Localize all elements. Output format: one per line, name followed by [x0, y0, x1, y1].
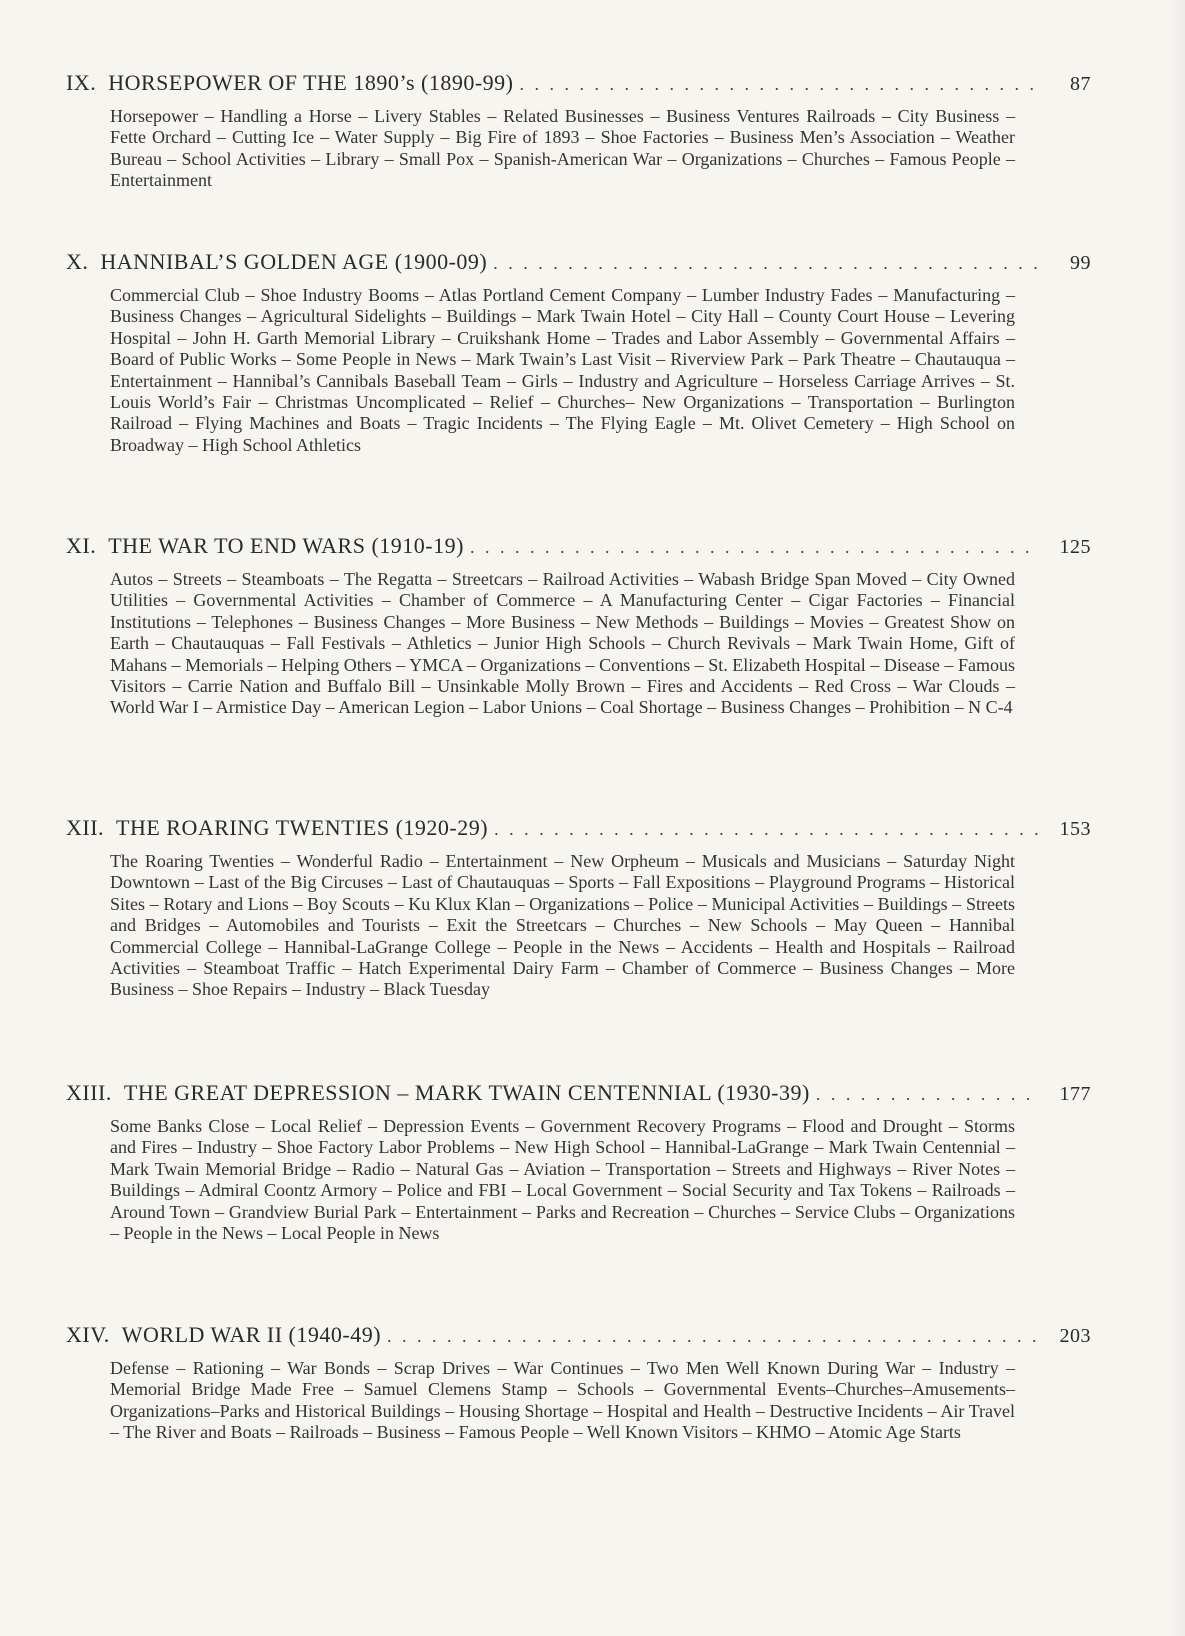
chapter-numeral: XII. [66, 815, 105, 840]
toc-entry-xii [66, 815, 1091, 1001]
chapter-heading [66, 70, 1091, 100]
toc-entry-xi [66, 533, 1091, 719]
page-number: 177 [1059, 1083, 1091, 1105]
page-number: 203 [1059, 1325, 1091, 1347]
toc-entry-xiii [66, 1080, 1091, 1244]
dot-leader [519, 74, 1041, 95]
chapter-title: THE WAR TO END WARS (1910-19) [108, 533, 464, 558]
chapter-numeral: XIII. [66, 1080, 112, 1105]
page-number: 99 [1070, 252, 1091, 274]
chapter-title: WORLD WAR II (1940-49) [121, 1322, 382, 1347]
chapter-title: HANNIBAL’S GOLDEN AGE (1900-09) [100, 249, 488, 274]
chapter-heading [66, 815, 1091, 845]
toc-entry-x [66, 249, 1091, 456]
chapter-title: THE ROARING TWENTIES (1920-29) [116, 815, 489, 840]
page-number: 153 [1059, 818, 1091, 840]
toc-entry-xiv [66, 1322, 1091, 1444]
page-edge [1171, 0, 1185, 1636]
chapter-topics: Some Banks Close – Local Relief – Depression Events – Government Recovery Programs – Flood and Drought – Storms and Fires – Industry – Shoe Factory Labor Problems – New High School – Hannibal-LaGrange – Mark Twain Centennial – Mark Twain Memorial Bridge – Radio – Natural Gas – Aviation – Transportation – Streets and Highways – River Notes – Buildings – Admiral Coontz Armory – Police and FBI – Local Government – Social Security and Tax Tokens – Railroads – Around Town – Grandview Burial Park – Entertainment – Parks and Recreation – Churches – Service Clubs – Organizations – People in the News – Local People in News [110, 1116, 1015, 1244]
chapter-numeral: X. [66, 249, 89, 274]
chapter-topics: Autos – Streets – Steamboats – The Regatta – Streetcars – Railroad Activities – Wabash Bridge Span Moved – City Owned Utilities – Governmental Activities – Chamber of Commerce – A Manufacturing Center – Cigar Factories – Financial Institutions – Telephones – Business Changes – More Business – New Methods – Buildings – Movies – Greatest Show on Earth – Chautauquas – Fall Festivals – Athletics – Junior High Schools – Church Revivals – Mark Twain Home, Gift of Mahans – Memorials – Helping Others – YMCA – Organizations – Conventions – St. Elizabeth Hospital – Disease – Famous Visitors – Carrie Nation and Buffalo Bill – Unsinkable Molly Brown – Fires and Accidents – Red Cross – War Clouds – World War I – Armistice Day – American Legion – Labor Unions – Coal Shortage – Business Changes – Prohibition – N C-4 [110, 569, 1015, 718]
chapter-numeral: XIV. [66, 1322, 110, 1347]
chapter-topics: The Roaring Twenties – Wonderful Radio – Entertainment – New Orpheum – Musicals and Musicians – Saturday Night Downtown – Last of the Big Circuses – Last of Chautauquas – Sports – Fall Expositions – Playground Programs – Historical Sites – Rotary and Lions – Boy Scouts – Ku Klux Klan – Organizations – Police – Municipal Activities – Buildings – Streets and Bridges – Automobiles and Tourists – Exit the Streetcars – Churches – New Schools – May Queen – Hannibal Commercial College – Hannibal-LaGrange College – People in the News – Accidents – Health and Hospitals – Railroad Activities – Steamboat Traffic – Hatch Experimental Dairy Farm – Chamber of Commerce – Business Changes – More Business – Shoe Repairs – Industry – Black Tuesday [110, 851, 1015, 1000]
dot-leader [493, 253, 1041, 274]
chapter-heading [66, 533, 1091, 563]
chapter-heading [66, 1322, 1091, 1352]
chapter-numeral: IX. [66, 70, 97, 95]
page-number: 125 [1059, 536, 1091, 558]
dot-leader [494, 819, 1041, 840]
dot-leader [470, 537, 1041, 558]
chapter-topics: Horsepower – Handling a Horse – Livery Stables – Related Businesses – Business Ventures Railroads – City Business – Fette Orchard – Cutting Ice – Water Supply – Big Fire of 1893 – Shoe Factories – Business Men’s Association – Weather Bureau – School Activities – Library – Small Pox – Spanish-American War – Organizations – Churches – Famous People – Entertainment [110, 106, 1015, 191]
page-number: 87 [1070, 73, 1091, 95]
dot-leader [816, 1084, 1041, 1105]
chapter-topics: Defense – Rationing – War Bonds – Scrap Drives – War Continues – Two Men Well Known During War – Industry – Memorial Bridge Made Free – Samuel Clemens Stamp – Schools – Governmental Events–Churches–Amusements–Organizations–Parks and Historical Buildings – Housing Shortage – Hospital and Health – Destructive Incidents – Air Travel – The River and Boats – Railroads – Business – Famous People – Well Known Visitors – KHMO – Atomic Age Starts [110, 1358, 1015, 1443]
chapter-heading [66, 249, 1091, 279]
chapter-topics: Commercial Club – Shoe Industry Booms – Atlas Portland Cement Company – Lumber Industry Fades – Manufacturing – Business Changes – Agricultural Sidelights – Buildings – Mark Twain Hotel – City Hall – County Court House – Levering Hospital – John H. Garth Memorial Library – Cruikshank Home – Trades and Labor Assembly – Governmental Affairs – Board of Public Works – Some People in News – Mark Twain’s Last Visit – Riverview Park – Park Theatre – Chautauqua – Entertainment – Hannibal’s Cannibals Baseball Team – Girls – Industry and Agriculture – Horseless Carriage Arrives – St. Louis World’s Fair – Christmas Uncomplicated – Relief – Churches– New Organizations – Transportation – Burlington Railroad – Flying Machines and Boats – Tragic Incidents – The Flying Eagle – Mt. Olivet Cemetery – High School on Broadway – High School Athletics [110, 285, 1015, 455]
chapter-numeral: XI. [66, 533, 97, 558]
toc-entry-ix [66, 70, 1091, 192]
chapter-title: HORSEPOWER OF THE 1890’s (1890-99) [108, 70, 514, 95]
chapter-heading [66, 1080, 1091, 1110]
chapter-title: THE GREAT DEPRESSION – MARK TWAIN CENTENNIAL (1930-39) [123, 1080, 810, 1105]
dot-leader [387, 1326, 1041, 1347]
